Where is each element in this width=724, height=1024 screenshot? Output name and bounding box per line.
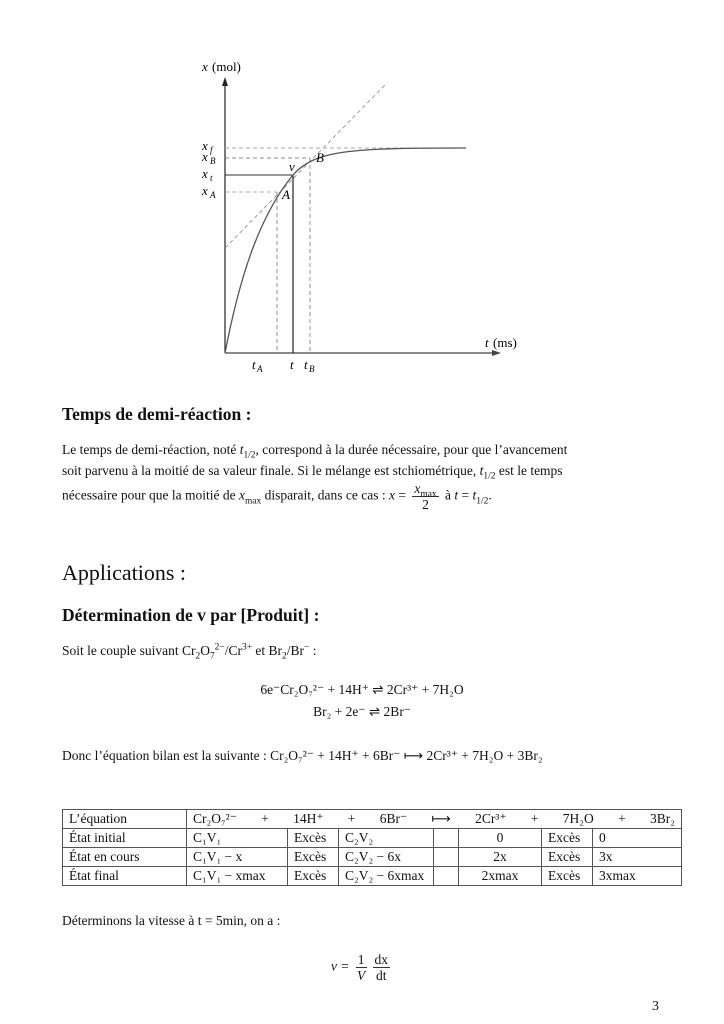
table-header-row: [63, 810, 682, 829]
svg-text:B: B: [316, 150, 324, 165]
table-cell: Excès: [542, 848, 593, 867]
table-row: [63, 848, 682, 867]
table-cell: Excès: [542, 867, 593, 886]
svg-text:t: t: [290, 357, 294, 372]
table-header-cell: L’équation: [63, 810, 187, 829]
table-cell: [434, 867, 459, 886]
table-cell: 3x: [593, 848, 682, 867]
svg-text:f: f: [210, 145, 213, 155]
table-row: [63, 867, 682, 886]
table-cell: 2x: [459, 848, 542, 867]
svg-text:A: A: [282, 187, 290, 202]
table-cell: C₂V₂ − 6xmax: [339, 867, 434, 886]
table-cell: [434, 848, 459, 867]
row-label: État en cours: [63, 848, 187, 867]
half-equation-1: 6e⁻Cr₂O₇²⁻ + 14H⁺ ⇌ 2Cr³⁺ + 7H₂O: [260, 682, 464, 697]
section-title-applications: Applications :: [62, 560, 187, 585]
table-cell: C₁V₁: [187, 829, 288, 848]
table-cell: Excès: [288, 829, 339, 848]
svg-text:x: x: [202, 149, 208, 164]
table-cell: [434, 829, 459, 848]
svg-text:x: x: [202, 138, 208, 153]
table-cell: C₁V₁ − x: [187, 848, 288, 867]
couple-intro: Soit le couple suivant $Cr_2O_7^{2-}/Cr^{3+}$ et $Br_2/Br^-$ :: [62, 642, 317, 662]
page-number: 3: [652, 999, 659, 1014]
table-cell: Excès: [288, 848, 339, 867]
svg-text:A: A: [210, 190, 216, 200]
table-row: [63, 829, 682, 848]
row-label: État final: [63, 867, 187, 886]
svg-text:t: t: [252, 357, 256, 372]
svg-text:x: x: [202, 59, 208, 74]
table-cell: 0: [459, 829, 542, 848]
svg-text:B: B: [309, 364, 315, 374]
svg-text:t: t: [210, 173, 213, 183]
svg-text:(ms): (ms): [493, 335, 517, 350]
speed-formula: v = $\frac{1}{V}$ $\frac{dx}{dt}$: [330, 952, 389, 983]
half-reaction-paragraph: Le temps de demi-réaction, noté $t_{1/2}$, correspond à la durée nécessaire, pour que l’avancement soit parvenu à la moitié de sa valeur finale. Si le mélange est stchiométrique, $t_{1/2}$ est le temps nécessaire pour que la moitié de $x_{max}$ disparait, dans ce cas : x = $\frac{x_{max}}{2}$ à $t = t_{1/2}$.: [62, 442, 568, 512]
table-cell: Excès: [288, 867, 339, 886]
svg-text:x: x: [202, 166, 208, 181]
table-cell: 0: [593, 829, 682, 848]
svg-text:(mol): (mol): [212, 59, 241, 74]
subsection-title-determination: Détermination de v par [Produit] :: [62, 605, 320, 625]
table-cell: Excès: [542, 829, 593, 848]
svg-text:t: t: [485, 335, 489, 350]
row-label: État initial: [63, 829, 187, 848]
table-cell: 3xmax: [593, 867, 682, 886]
table-cell: 2xmax: [459, 867, 542, 886]
x-max-over-2-fraction: $\frac{x_{max}}{2}$: [414, 481, 437, 512]
svg-text:x: x: [202, 183, 208, 198]
advancement-graph: [190, 55, 530, 380]
advancement-curve: [225, 148, 466, 353]
svg-text:t: t: [304, 357, 308, 372]
svg-text:A: A: [257, 364, 263, 374]
speed-intro: Déterminons la vitesse à t = 5min, on a :: [62, 913, 281, 928]
section-title-half-reaction: Temps de demi-réaction :: [62, 404, 252, 424]
svg-text:B: B: [210, 156, 216, 166]
svg-text:v: v: [289, 159, 295, 174]
table-cell: C₂V₂ − 6x: [339, 848, 434, 867]
table-cell: C₁V₁ − xmax: [187, 867, 288, 886]
table-cell: C₂V₂: [339, 829, 434, 848]
half-equation-2: Br₂ + 2e⁻ ⇌ 2Br⁻: [313, 704, 411, 719]
bilan-equation: Donc l’équation bilan est la suivante : Cr₂O₇²⁻ + 14H⁺ + 6Br⁻ ⟼ 2Cr³⁺ + 7H₂O + 3Br₂: [62, 748, 543, 763]
advancement-table: [62, 809, 682, 886]
table-header-equation: Cr₂O₇²⁻ + 14H⁺ + 6Br⁻ ⟼ 2Cr³⁺ + 7H₂O + 3Br₂: [187, 810, 682, 829]
